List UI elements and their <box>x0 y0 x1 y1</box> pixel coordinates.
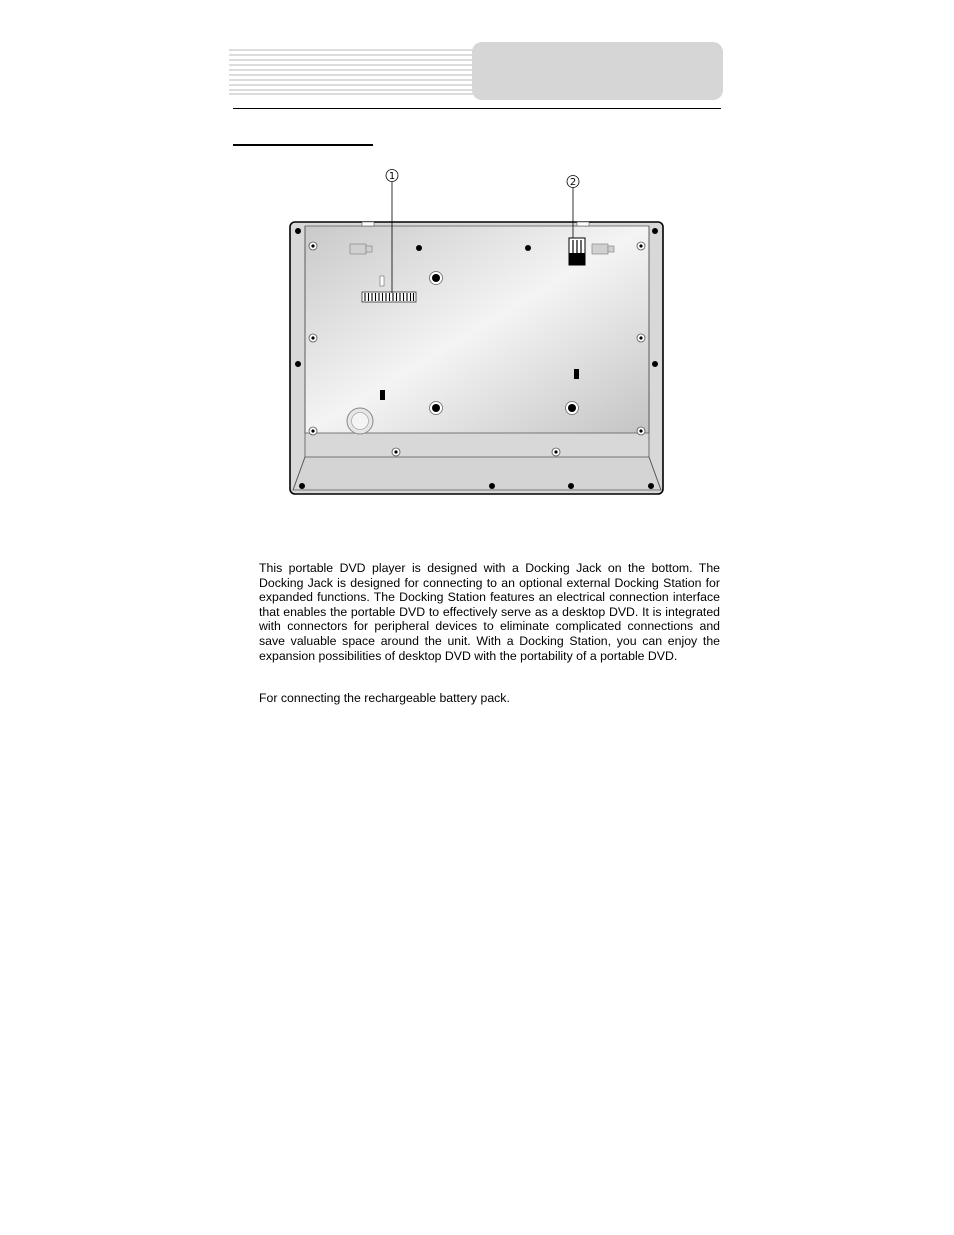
svg-text:2: 2 <box>569 177 577 188</box>
svg-text:1: 1 <box>388 171 396 182</box>
section-heading-underline <box>233 144 373 146</box>
battery-pack-connector <box>569 238 585 265</box>
callout-1 <box>386 170 398 183</box>
battery-connector-description: For connecting the rechargeable battery pack. <box>259 691 510 705</box>
device-bottom-diagram <box>285 165 670 500</box>
header-rule <box>233 108 721 109</box>
header-stripes <box>229 49 475 95</box>
callout-2 <box>567 176 579 189</box>
device-inner-panel <box>305 226 649 433</box>
docking-jack-connector <box>362 292 416 302</box>
device-bottom-bevel <box>293 457 661 490</box>
header-tab <box>472 42 723 100</box>
docking-jack-description: This portable DVD player is designed with a Docking Jack on the bottom. The Docking Jack is designed for connecting to an optional external Docking Station for expanded functions. The Docking Station features an electrical connection interface that enables the portable DVD to effectively serve as a desktop DVD. It is integrated with connectors for peripheral devices to eliminate complicated connections and save valuable space around the unit. With a Docking Station, you can enjoy the expansion possibilities of desktop DVD with the portability of a portable DVD. <box>259 561 720 663</box>
